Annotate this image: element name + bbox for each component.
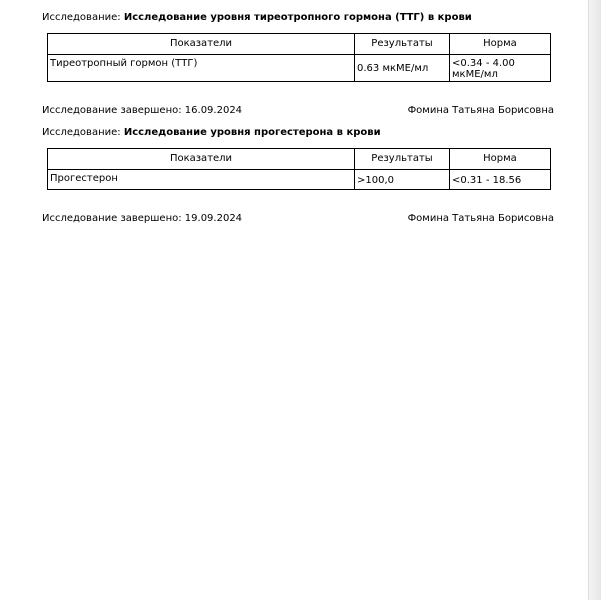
results-table [47, 148, 551, 190]
results-table [47, 33, 551, 82]
study-prefix: Исследование: [42, 127, 121, 138]
doctor-name: Фомина Татьяна Борисовна [407, 105, 554, 116]
header-norm: Норма [450, 149, 551, 170]
header-norm: Норма [450, 34, 551, 55]
study-title: Исследование уровня тиреотропного гормона (ТТГ) в крови [123, 12, 472, 23]
cell-result: >100,0 [355, 170, 450, 190]
completed-date: Исследование завершено: 16.09.2024 [42, 105, 243, 116]
header-result: Результаты [355, 34, 450, 55]
cell-norm: <0.34 - 4.00 мкМЕ/мл [450, 55, 551, 82]
table-row [48, 55, 551, 82]
doctor-name: Фомина Татьяна Борисовна [407, 213, 554, 224]
study-block-progesterone [42, 126, 554, 226]
completed-date: Исследование завершено: 19.09.2024 [42, 213, 243, 224]
cell-indicator: Прогестерон [48, 170, 355, 190]
study-footer [42, 104, 554, 118]
study-heading [42, 11, 554, 25]
cell-result: 0.63 мкМЕ/мл [355, 55, 450, 82]
study-prefix: Исследование: [42, 12, 121, 23]
table-header-row [48, 149, 551, 170]
table-row [48, 170, 551, 190]
table-header-row [48, 34, 551, 55]
study-block-tsh [42, 11, 554, 118]
study-title: Исследование уровня прогестерона в крови [123, 127, 381, 138]
header-indicator: Показатели [48, 34, 355, 55]
cell-indicator: Тиреотропный гормон (ТТГ) [48, 55, 355, 82]
study-heading [42, 126, 554, 140]
header-indicator: Показатели [48, 149, 355, 170]
cell-norm: <0.31 - 18.56 [450, 170, 551, 190]
page-edge-shadow [588, 0, 601, 600]
header-result: Результаты [355, 149, 450, 170]
study-footer [42, 212, 554, 226]
